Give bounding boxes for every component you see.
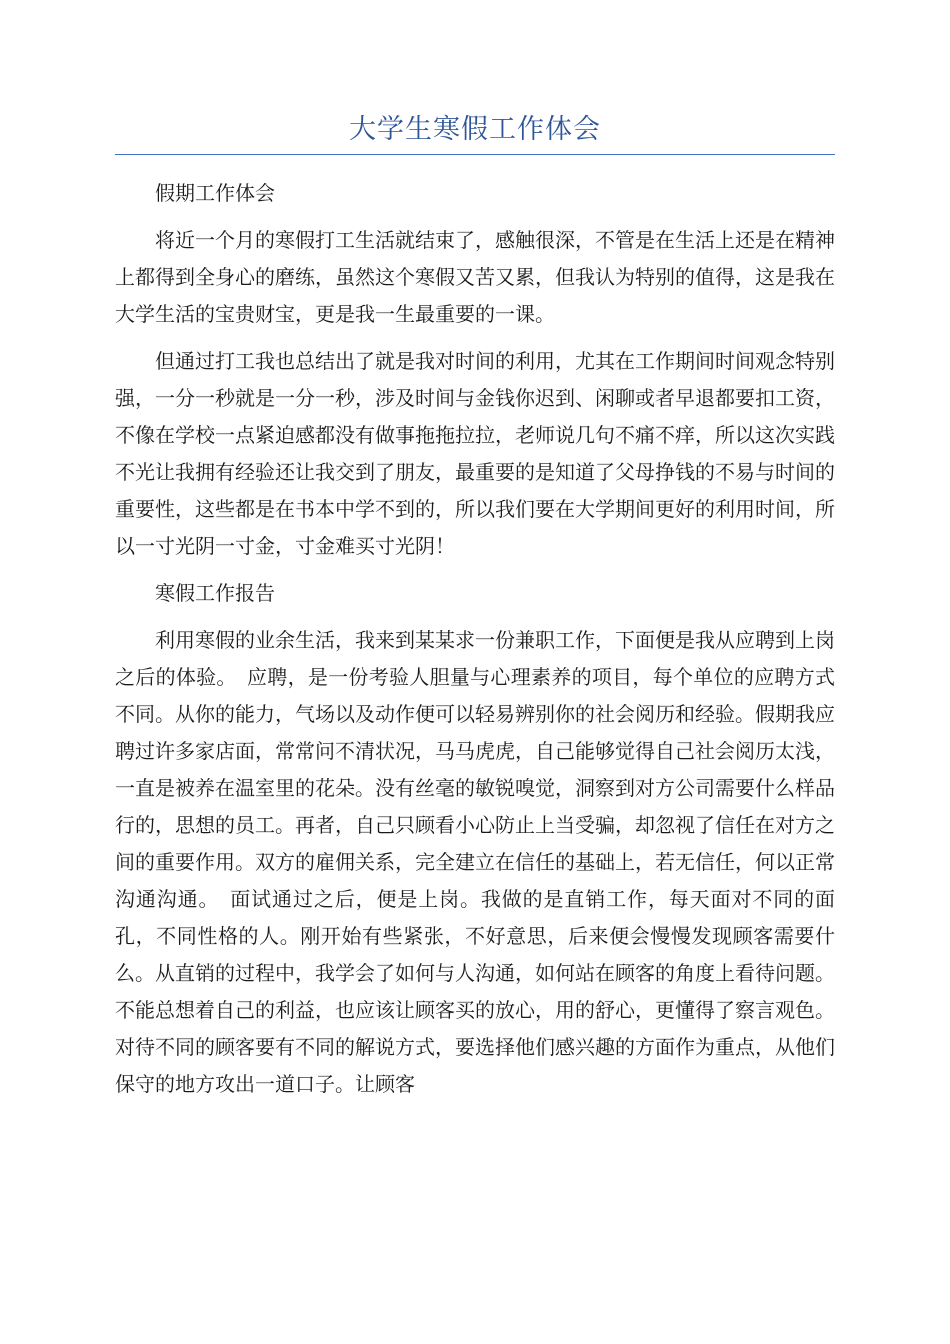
document-title: 大学生寒假工作体会 [349,114,601,145]
section-heading-holiday-work: 假期工作体会 [155,181,275,205]
section-heading-winter-report: 寒假工作报告 [155,581,275,605]
body-paragraph-3: 利用寒假的业余生活，我来到某某求一份兼职工作，下面便是我从应聘到上岗之后的体验。 应聘，是一份考验人胆量与心理素养的项目，每个单位的应聘方式不同。从你的能力，气场以及动作便可以轻易辨别你的社会阅历和经验。假期我应聘过许多家店面，常常问不清状况，马马虎虎，自己能够觉得自己社会阅历太浅，一直是被养在温室里的花朵。没有丝毫的敏锐嗅觉，洞察到对方公司需要什么样品行的，思想的员工。再者，自己只顾看小心防止上当受骗，却忽视了信任在对方之间的重要作用。双方的雇佣关系，完全建立在信任的基础上，若无信任，何以正常沟通沟通。 面试通过之后，便是上岗。我做的是直销工作，每天面对不同的面孔，不同性格的人。刚开始有些紧张，不好意思，后来便会慢慢发现顾客需要什么。从直销的过程中，我学会了如何与人沟通，如何站在顾客的角度上看待问题。不能总想着自己的利益，也应该让顾客买的放心，用的舒心，更懂得了察言观色。对待不同的顾客要有不同的解说方式，要选择他们感兴趣的方面作为重点，从他们保守的地方攻出一道口子。让顾客 [115,628,835,1096]
body-paragraph-1: 将近一个月的寒假打工生活就结束了，感触很深，不管是在生活上还是在精神上都得到全身心的磨练，虽然这个寒假又苦又累，但我认为特别的值得，这是我在大学生活的宝贵财宝，更是我一生最重要的一课。 [115,228,835,326]
document-body [115,175,835,1113]
title-underline [115,154,835,155]
body-paragraph-2: 但通过打工我也总结出了就是我对时间的利用，尤其在工作期间时间观念特别强，一分一秒就是一分一秒，涉及时间与金钱你迟到、闲聊或者早退都要扣工资，不像在学校一点紧迫感都没有做事拖拖拉拉，老师说几句不痛不痒，所以这次实践不光让我拥有经验还让我交到了朋友，最重要的是知道了父母挣钱的不易与时间的重要性，这些都是在书本中学不到的，所以我们要在大学期间更好的利用时间，所以一寸光阴一寸金，寸金难买寸光阴！ [115,349,835,558]
